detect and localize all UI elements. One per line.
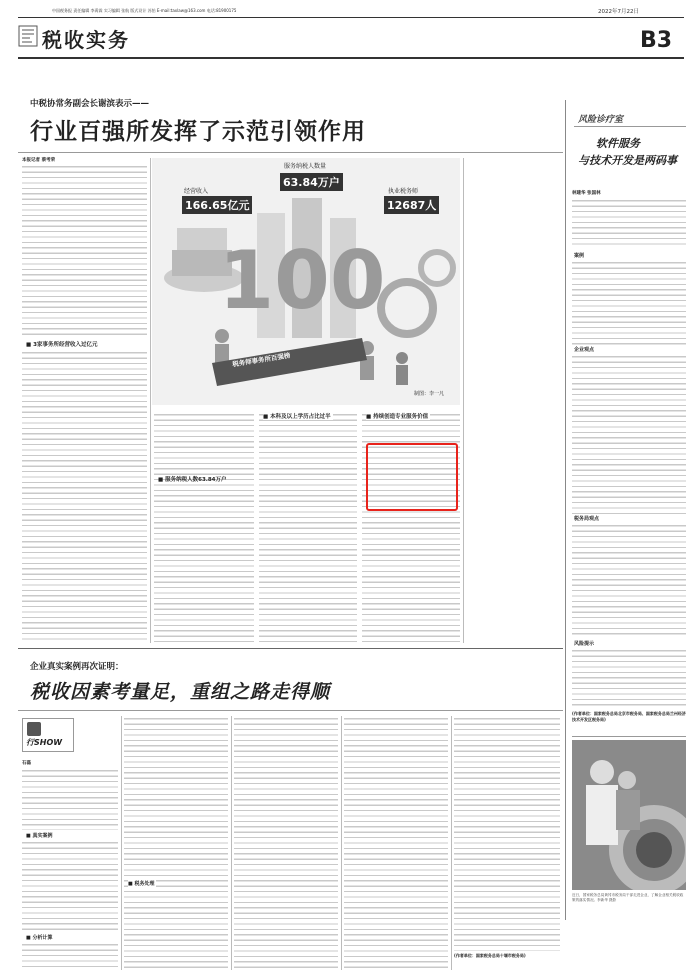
masthead-top-rule	[18, 17, 684, 18]
article2-column-divider-c	[341, 716, 342, 970]
sidebar-analysis-text	[572, 354, 686, 514]
sidebar-tax-view-label: 税务局观点	[574, 516, 600, 522]
infographic-clients-label: 服务纳税人数量	[284, 163, 327, 170]
infographic-staff-label: 执业税务师	[388, 188, 419, 195]
article1-column-2	[154, 412, 254, 642]
highlight-box	[366, 443, 458, 511]
article2-byline: 石磊	[22, 761, 31, 766]
article2-column-1c	[22, 942, 118, 970]
infographic	[152, 158, 460, 405]
article2-headline: 税收因素考量足，重组之路走得顺	[30, 681, 331, 703]
article1-divider	[18, 152, 563, 153]
article1-subhead-2: ■ 服务纳税人数63.84万户	[158, 477, 227, 483]
masthead-date: 2022年7月22日	[598, 9, 639, 15]
sidebar-analysis-label: 企业观点	[574, 347, 595, 353]
masthead-bottom-rule	[18, 57, 684, 59]
article2-column-divider-d	[451, 716, 452, 970]
sidebar-byline: 林建华 张国林	[572, 191, 601, 196]
article1-subhead-1: ■ 3家事务所经营收入过亿元	[26, 342, 98, 348]
article2-headline-rule	[18, 710, 563, 711]
article2-top-rule	[18, 648, 563, 649]
sidebar-author-line: (作者单位：国家税务总局北京市税务局、国家税务总局兰州经济技术开发区税务局)	[572, 711, 686, 722]
article1-kicker: 中税协常务副会长谢滨表示——	[30, 99, 150, 109]
show-logo-icon	[27, 722, 41, 736]
show-logo-text: 行SHOW	[26, 738, 63, 747]
article1-byline: 本报记者 蔡考荣	[22, 158, 56, 163]
article1-column-divider-a	[150, 158, 151, 643]
sidebar-photo-caption: 近日，国家税务总局黄冈市税务局干部走进企业，了解企业相关税收政策的落实情况。李新华 摄影	[572, 893, 684, 903]
article1-subhead-3: ■ 本科及以上学历占比过半	[263, 414, 331, 420]
article2-subhead-2: ■ 分析计算	[26, 935, 53, 941]
article2-column-divider-a	[121, 716, 122, 970]
article1-column-divider-b	[463, 158, 464, 643]
article2-column-5	[454, 716, 560, 951]
sidebar-case-label: 案例	[574, 253, 585, 259]
infographic-credit: 制图：李一凡	[414, 391, 445, 397]
infographic-revenue-value: 166.65亿元	[182, 196, 252, 214]
sidebar-column-tag: 风险诊疗室	[578, 115, 624, 125]
article1-subhead-4: ■ 持续创造专业服务价值	[366, 414, 429, 420]
sidebar-headline-line1: 软件服务	[596, 137, 640, 150]
sidebar-tips-text	[572, 648, 686, 708]
sidebar-case-text	[572, 260, 686, 345]
page-number: B3	[640, 28, 673, 53]
show-logo	[22, 718, 74, 752]
article1-headline: 行业百强所发挥了示范引领作用	[30, 118, 366, 145]
article2-column-4	[344, 716, 448, 970]
infographic-staff-value: 12687人	[384, 196, 439, 214]
infographic-revenue-label: 经营收入	[184, 188, 209, 195]
section-logo-icon	[18, 25, 38, 47]
sidebar-tax-view-text	[572, 523, 686, 638]
sidebar-tips-label: 风险提示	[574, 641, 595, 647]
sidebar-headline-line2: 与技术开发是两码事	[578, 154, 677, 167]
article1-column-1b	[22, 350, 147, 642]
sidebar-tag-rule	[574, 126, 686, 127]
article1-column-3	[259, 412, 357, 642]
article2-column-2	[124, 716, 228, 970]
article1-column-1a	[22, 164, 147, 337]
article2-column-1a	[22, 768, 118, 830]
sidebar-divider	[565, 100, 566, 920]
masthead-top-line: 中国税务报 责任编辑 李禹霖 实习编辑 张航 版式设计 苏怡 E-mail:taxlaw@163.com 电话:81900175	[52, 8, 237, 13]
article2-column-1b	[22, 840, 118, 932]
section-title: 税收实务	[42, 28, 130, 52]
article2-subhead-1: ■ 真实案例	[26, 833, 53, 839]
article2-subhead-3: ■ 税务处理	[128, 881, 155, 887]
article2-column-3	[234, 716, 338, 970]
article2-kicker: 企业真实案例再次证明：	[30, 662, 124, 672]
sidebar-photo-rule	[572, 736, 686, 737]
svg-text:100: 100	[218, 234, 386, 327]
sidebar-photo	[572, 740, 686, 890]
infographic-clients-value: 63.84万户	[280, 173, 343, 191]
sidebar-intro-text	[572, 198, 686, 248]
article2-author-line: (作者单位：国家税务总局十堰市税务局)	[454, 953, 526, 958]
infographic-banner: 税务师事务所百强榜	[231, 351, 291, 369]
article2-column-divider-b	[231, 716, 232, 970]
